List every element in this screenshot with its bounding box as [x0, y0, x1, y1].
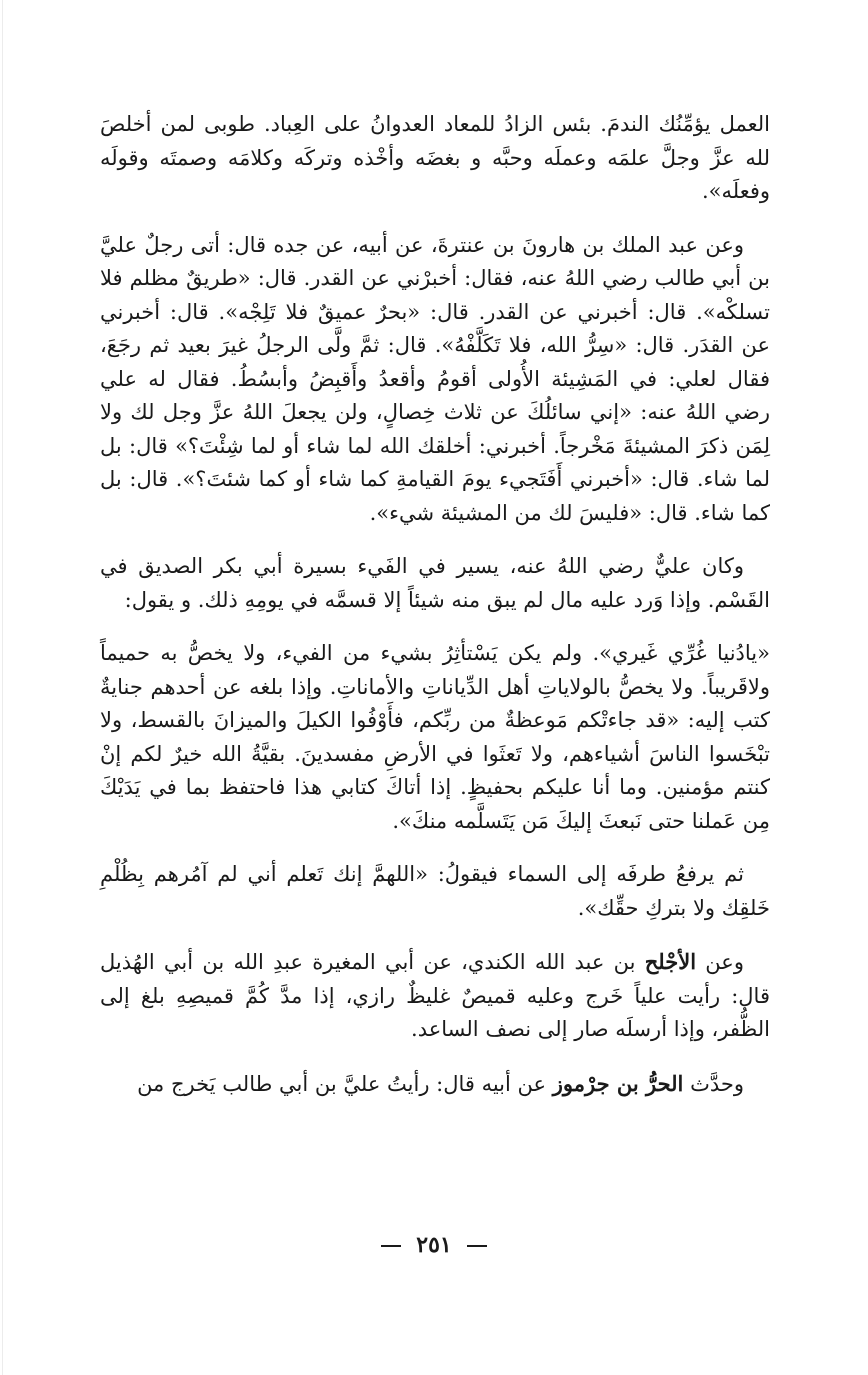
paragraph-3: [100, 550, 770, 617]
paragraph-2: [100, 229, 770, 531]
footer-dash-left: [467, 1245, 487, 1247]
paragraph-6: [100, 945, 770, 1047]
paragraph-4-text: «يادُنيا غُرِّي غَيري». ولم يكن يَسْتأثِرُ بشيء من الفيء، ولا يخصُّ به حميماً ولاقَريباً. ولا يخصُّ بالولاياتِ أهل الدِّياناتِ والأماناتِ. وإذا بلغه عن أحدهم جنايةٌ كتب إليه: «قد جاءتْكم مَوعظةٌ من ربِّكم، فأَوْفُوا الكيلَ والميزانَ بالقسط، ولا تبْخَسوا الناسَ أشياءهم، ولا تَعثَوا في الأرضِ مفسدينَ. بقيَّةُ الله خيرٌ لكم إنْ كنتم مؤمنين. وما أنا عليكم بحفيظٍ. إذا أتاكَ كتابي هذا فاحتفظ بما في يَدَيْكَ مِن عَملنا حتى نَبعثَ إليكَ مَن يَتَسلَّمه منكَ».: [100, 641, 770, 833]
paragraph-6-name: الأجْلح: [644, 949, 697, 974]
page-footer: [0, 1232, 868, 1258]
paragraph-1-text: العمل يؤمِّنُك الندمَ. بئس الزادُ للمعاد العدوانُ على العِباد. طوبى لمن أخلصَ لله عزَّ وجلَّ علمَه وعملَه وحبَّه و بغضَه وأخْذه وتركَه وكلامَه وصمتَه وقولَه وفعلَه».: [100, 112, 770, 203]
paragraph-1: [100, 108, 770, 209]
paragraph-2-text: وعن عبد الملك بن هارونَ بن عنترةَ، عن أبيه، عن جده قال: أتى رجلٌ عليَّ بن أبي طالب رضي اللهُ عنه، فقال: أخبرْني عن القدر. قال: «طريقٌ مظلم فلا تسلكْه». قال: أخبرني عن القدر. قال: «بحرٌ عميقٌ فلا تَلِجْه». قال: أخبرني عن القدَر. قال: «سِرُّ الله، فلا تَكَلَّفْهُ». قال: ثمَّ ولَّى الرجلُ غيرَ بعيد ثم رجَعَ، فقال لعلي: في المَشِيئة الأُولى أقومُ وأقعدُ وأَقبِضُ وأبسُطُ. فقال له علي رضي اللهُ عنه: «إني سائلُكَ عن ثلاث خِصالٍ، ولن يجعلَ اللهُ عزَّ وجل لك ولا لِمَن ذكرَ المشيئةَ مَخْرجاً. أخبرني: أخلقك الله لما شاء أو لما شِئْتَ؟» قال: بل لما شاء. قال: «أخبرني أَفَتَجيء يومَ القيامةِ كما شاء أو كما شئتَ؟». قال: بل كما شاء. قال: «فليسَ لك من المشيئة شيء».: [100, 232, 770, 525]
paragraph-7-lead: وحدَّث: [690, 1071, 744, 1096]
paragraph-7-name: الحرُّ بن جرْموز: [552, 1070, 684, 1096]
paragraph-3-text: وكان عليٌّ رضي اللهُ عنه، يسير في الفَيء بسيرة أبي بكر الصديق في القَسْم. وإذا وَرد عليه مال لم يبق منه شيئاً إلا قسمَّه في يومِهِ ذلك. و يقول:: [100, 554, 770, 612]
page-body: [100, 108, 770, 1121]
paragraph-6-text: بن عبد الله الكندي، عن أبي المغيرة عبدِ الله بن أبي الهُذيل قال: رأيت علياً خَرج وعليه قميصٌ غليظٌ رازي، إذا مدَّ كُمَّ قميصِهِ بلغ إلى الظُّفر، وإذا أرسلَه صار إلى نصف الساعد.: [100, 950, 770, 1041]
page-edge: [2, 0, 3, 1375]
paragraph-7-text: عن أبيه قال: رأيتُ عليَّ بن أبي طالب يَخرج من: [137, 1071, 547, 1096]
paragraph-6-lead: وعن: [705, 950, 744, 974]
paragraph-5-text: ثم يرفعُ طرفَه إلى السماء فيقولُ: «اللهمَّ إنك تَعلم أني لم آمُرهم بِظُلْمِ خَلقِك ولا بتركِ حقِّك».: [100, 862, 770, 920]
paragraph-4: [100, 637, 770, 838]
paragraph-7: [100, 1067, 770, 1102]
paragraph-5: [100, 858, 770, 925]
page-number: ٢٥١: [416, 1232, 452, 1258]
footer-dash-right: [381, 1245, 401, 1247]
